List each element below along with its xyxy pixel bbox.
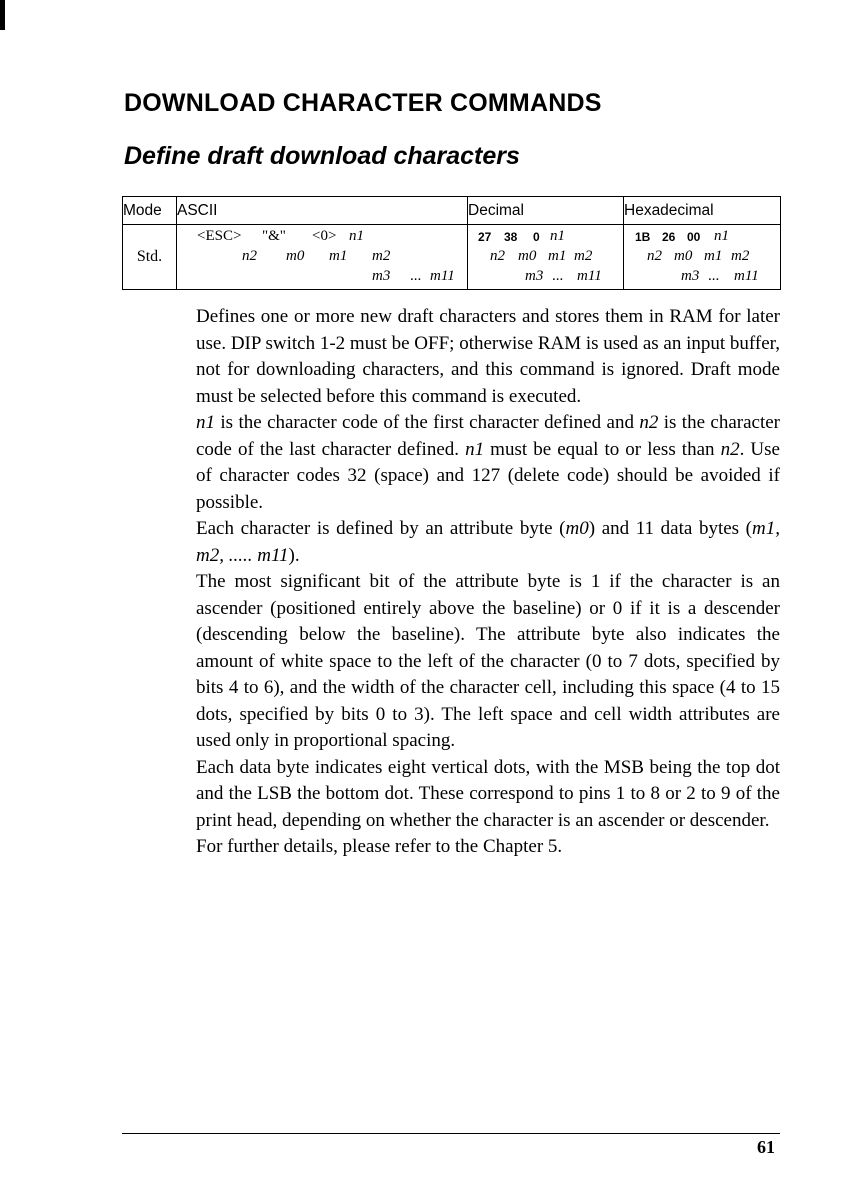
decimal-line-2 [468,248,623,268]
command-table [122,196,781,290]
param-n2: n2 [720,438,740,460]
ascii-m11: m11 [430,268,455,284]
param-n2: n2 [639,412,659,433]
ascii-n2: n2 [242,248,257,264]
hex-1b: 1B [635,230,651,244]
param-m-list: m1, m2, ..... m11 [196,518,780,566]
paragraph-further-details: For further details, please refer to the Chapter 5. [196,836,563,857]
text-span: . Use of character codes 32 (space) and 127 (delete code) should be avoided if possible. [196,438,780,513]
decimal-0: 0 [533,230,540,244]
paragraph-data-byte-dots: Each data byte indicates eight vertical dots, with the MSB being the top dot and the LSB the bottom dot. These correspond to pins 1 to 8 or 2 to 9 of the print head, depending on whether the character is an ascender or descender. [196,756,780,831]
paragraph-overview: Defines one or more new draft characters and stores them in RAM for later use. DIP switch 1-2 must be OFF; otherwise RAM is used as an input buffer, not for downloading characters, and this command is ignored. Draft mode must be selected before this command is executed. [196,306,780,407]
decimal-27: 27 [478,230,492,244]
text-span: ) and 11 data bytes ( [588,518,753,539]
ascii-m2: m2 [372,248,391,264]
hex-m0: m0 [674,248,693,264]
table-row [123,225,781,290]
text-span: Each character is defined by an attribute byte ( [196,518,566,539]
paragraph-data-bytes [196,516,780,569]
hex-line-2 [624,248,780,268]
decimal-sequence-cell [468,225,624,290]
ascii-ellipsis: ... [410,268,422,284]
text-span: is the character code of the first character defined and [215,412,640,433]
hex-26: 26 [662,230,676,244]
param-m0: m0 [565,518,589,539]
hex-n1: n1 [714,228,729,244]
param-n1: n1 [465,438,485,460]
ascii-m1: m1 [329,248,348,264]
command-description [196,304,780,861]
hex-sequence-cell [624,225,781,290]
paragraph-attribute-byte: The most significant bit of the attribute byte is 1 if the character is an ascender (positioned entirely above the baseline) or 0 if it is a descender (descending below the baseline). The attribute byte also indicates the amount of white space to the left of the character (0 to 7 dots, specified by bits 4 to 6), and the width of the character cell, including this space (4 to 15 dots, specified by bits 0 to 3). The left space and cell width attributes are used only in proportional spacing. [196,571,780,751]
decimal-m1: m1 [548,248,567,264]
header-ascii: ASCII [177,197,468,225]
ascii-zero: <0> [312,228,337,244]
ascii-m0: m0 [286,248,305,264]
page-number: 61 [757,1137,775,1157]
decimal-m0: m0 [518,248,537,264]
table-header-row [123,197,781,225]
paragraph-character-codes [196,410,780,516]
hex-line-1 [624,228,780,248]
decimal-m3: m3 [525,268,544,284]
text-span: must be equal to or less than [484,438,721,460]
ascii-n1: n1 [349,228,364,244]
decimal-n1: n1 [550,228,565,244]
decimal-m11: m11 [577,268,602,284]
decimal-38: 38 [504,230,518,244]
hex-ellipsis: ... [708,268,720,284]
header-mode: Mode [123,197,177,225]
hex-m2: m2 [731,248,750,264]
hex-m11: m11 [734,268,759,284]
decimal-m2: m2 [574,248,593,264]
ascii-line-3 [177,268,467,288]
ascii-esc: <ESC> [197,228,242,244]
param-n1: n1 [196,412,215,433]
hex-line-3 [624,268,780,288]
ascii-m3: m3 [372,268,391,284]
decimal-n2: n2 [490,248,505,264]
hex-00: 00 [687,230,701,244]
footer-rule [122,1133,780,1134]
ascii-ampersand: "&" [262,228,286,244]
hex-m3: m3 [681,268,700,284]
decimal-ellipsis: ... [552,268,564,284]
text-span: ). [288,544,300,566]
text-span: is the character code of the last character defined. [196,412,781,460]
scan-edge-mark [0,0,5,30]
header-hexadecimal: Hexadecimal [624,197,781,225]
ascii-line-2 [177,248,467,268]
section-heading: DOWNLOAD CHARACTER COMMANDS [124,89,602,117]
hex-m1: m1 [704,248,723,264]
ascii-sequence-cell [177,225,468,290]
command-subheading: Define draft download characters [124,142,520,170]
decimal-line-1 [468,228,623,248]
decimal-line-3 [468,268,623,288]
mode-cell: Std. [123,225,177,290]
hex-n2: n2 [647,248,662,264]
header-decimal: Decimal [468,197,624,225]
ascii-line-1 [177,228,467,248]
